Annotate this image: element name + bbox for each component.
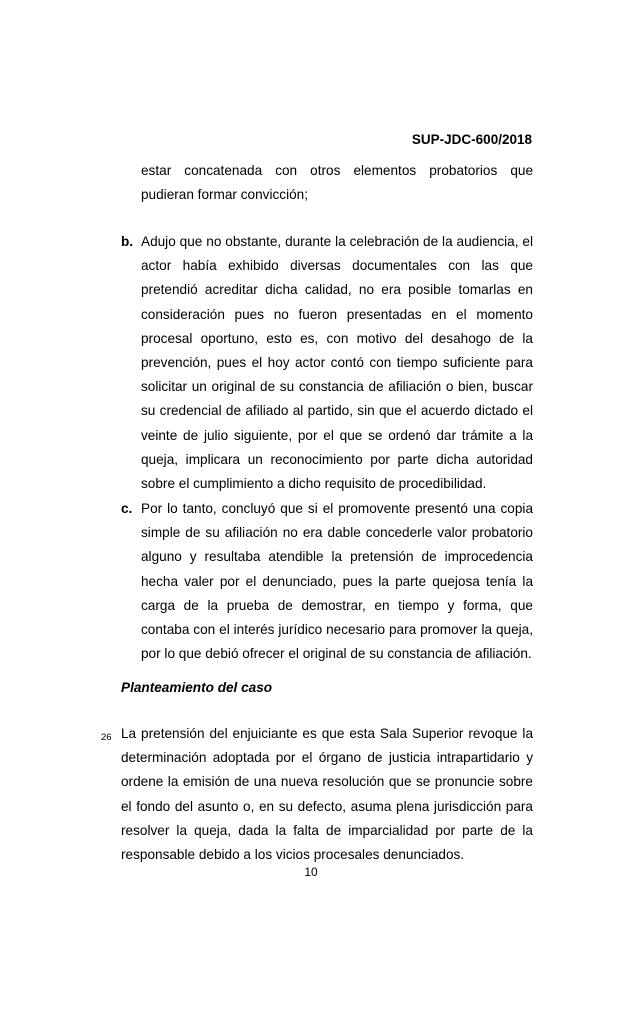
continuation-text-block bbox=[141, 159, 533, 207]
item-b-block bbox=[141, 230, 533, 496]
section-title: Planteamiento del caso bbox=[121, 680, 273, 695]
item-c-block bbox=[141, 497, 533, 666]
case-number-header: SUP-JDC-600/2018 bbox=[411, 132, 532, 147]
paragraph-text: La pretensión del enjuiciante es que esta Sala Superior revoque la determinación adoptada por el órgano de justicia intrapartidario y ordene la emisión de una nueva resolución que se pronuncie sobre el fondo del asunto o, en su defecto, asuma plena jurisdicción para resolver la queja, dada la falta de imparcialidad por parte de la responsable debido a los vicios procesales denunciados. bbox=[121, 726, 533, 863]
item-c-text: Por lo tanto, concluyó que si el promovente presentó una copia simple de su afiliación no era dable concederle valor probatorio alguno y resultaba atendible la pretensión de improcedencia hecha valer por el denunciado, pues la parte quejosa tenía la carga de la prueba de demostrar, en tiempo y forma, que contaba con el interés jurídico necesario para promover la queja, por lo que debió ofrecer el original de su constancia de afiliación. bbox=[141, 501, 533, 662]
paragraph-block bbox=[121, 722, 533, 867]
continuation-text: estar concatenada con otros elementos probatorios que pudieran formar convicción; bbox=[141, 163, 533, 203]
item-b-marker: b. bbox=[121, 234, 134, 249]
paragraph-number: 26 bbox=[101, 732, 112, 743]
item-b-text: Adujo que no obstante, durante la celebración de la audiencia, el actor había exhibido diversas documentales con las que pretendió acreditar dicha calidad, no era posible tomarlas en consideración pues no fueron presentadas en el momento procesal oportuno, esto es, con motivo del desahogo de la prevención, pues el hoy actor contó con tiempo suficiente para solicitar un original de su constancia de afiliación o bien, buscar su credencial de afiliado al partido, sin que el acuerdo dictado el veinte de julio siguiente, por el que se ordenó dar trámite a la queja, implicara un reconocimiento por parte dicha autoridad sobre el cumplimiento a dicho requisito de procedibilidad. bbox=[141, 234, 533, 492]
page-number: 10 bbox=[304, 865, 318, 879]
item-c-marker: c. bbox=[121, 501, 133, 516]
